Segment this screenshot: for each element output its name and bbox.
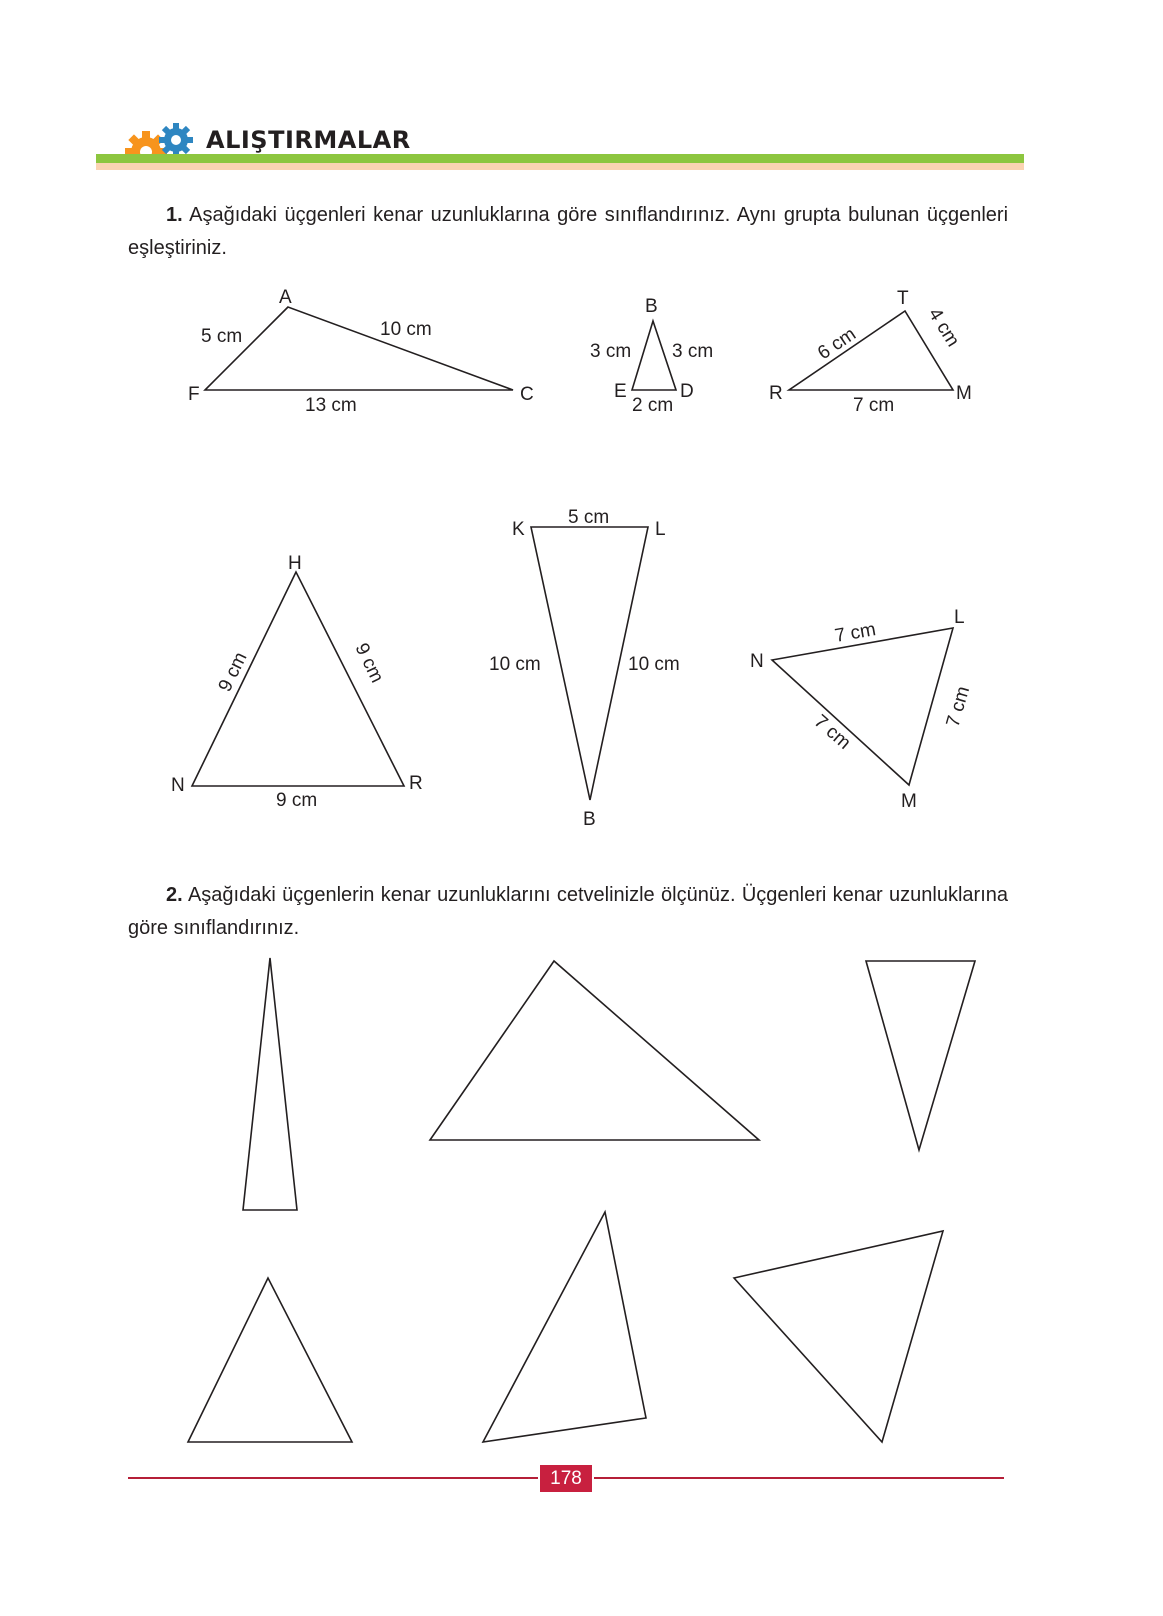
- side-label: 5 cm: [568, 507, 610, 528]
- vertex-label: M: [901, 791, 917, 812]
- measure-triangle-5: [483, 1212, 646, 1442]
- side-label: 7 cm: [853, 395, 895, 416]
- vertex-label: N: [750, 651, 764, 672]
- footer-rule-left: [128, 1477, 538, 1479]
- side-label: 7 cm: [809, 710, 855, 754]
- triangle-klb: [489, 507, 680, 830]
- triangle-nlm: [750, 607, 974, 812]
- side-label: 3 cm: [672, 341, 714, 362]
- section-title: ALIŞTIRMALAR: [206, 126, 411, 154]
- vertex-label: N: [171, 775, 185, 796]
- side-label: 6 cm: [814, 323, 860, 365]
- side-label: 13 cm: [305, 395, 357, 416]
- measure-triangle-1: [243, 958, 297, 1210]
- vertex-label: R: [769, 383, 783, 404]
- side-label: 4 cm: [923, 304, 964, 351]
- vertex-label: L: [954, 607, 965, 628]
- measure-triangle-3: [866, 961, 975, 1150]
- question-2: [128, 879, 1008, 945]
- vertex-label: E: [614, 381, 627, 402]
- vertex-label: H: [288, 553, 302, 574]
- vertex-label: D: [680, 381, 694, 402]
- triangle-bed: [590, 296, 713, 416]
- vertex-label: A: [279, 287, 292, 308]
- vertex-label: T: [897, 288, 909, 309]
- vertex-label: L: [655, 519, 666, 540]
- side-label: 9 cm: [350, 639, 388, 687]
- side-label: 9 cm: [214, 648, 252, 696]
- measure-triangle-6: [734, 1231, 943, 1442]
- side-label: 5 cm: [201, 326, 243, 347]
- side-label: 10 cm: [628, 654, 680, 675]
- side-label: 7 cm: [833, 619, 878, 647]
- measure-triangle-4: [188, 1278, 352, 1442]
- vertex-label: M: [956, 383, 972, 404]
- side-label: 9 cm: [276, 790, 318, 811]
- footer-rule-right: [594, 1477, 1004, 1479]
- question-number: 2.: [166, 884, 183, 906]
- side-label: 7 cm: [942, 683, 975, 730]
- question-number: 1.: [166, 204, 183, 226]
- triangle-trm: [769, 288, 972, 416]
- vertex-label: B: [645, 296, 658, 317]
- vertex-label: R: [409, 773, 423, 794]
- page-number: 178: [540, 1465, 592, 1492]
- side-label: 3 cm: [590, 341, 632, 362]
- measure-triangle-2: [430, 961, 759, 1140]
- question-text: Aşağıdaki üçgenleri kenar uzunluklarına göre sınıflandırınız. Aynı grupta bulunan üçgenleri eşleştiriniz.: [128, 204, 1009, 259]
- vertex-label: C: [520, 384, 534, 405]
- side-label: 2 cm: [632, 395, 674, 416]
- vertex-label: K: [512, 519, 525, 540]
- question-text: Aşağıdaki üçgenlerin kenar uzunluklarını cetvelinizle ölçünüz. Üçgenleri kenar uzunluklarına göre sınıflandırınız.: [128, 884, 1009, 939]
- side-label: 10 cm: [489, 654, 541, 675]
- vertex-label: B: [583, 809, 596, 830]
- side-label: 10 cm: [380, 319, 432, 340]
- vertex-label: F: [188, 384, 200, 405]
- triangle-hnr: [171, 553, 423, 811]
- triangle-afc: [188, 287, 534, 416]
